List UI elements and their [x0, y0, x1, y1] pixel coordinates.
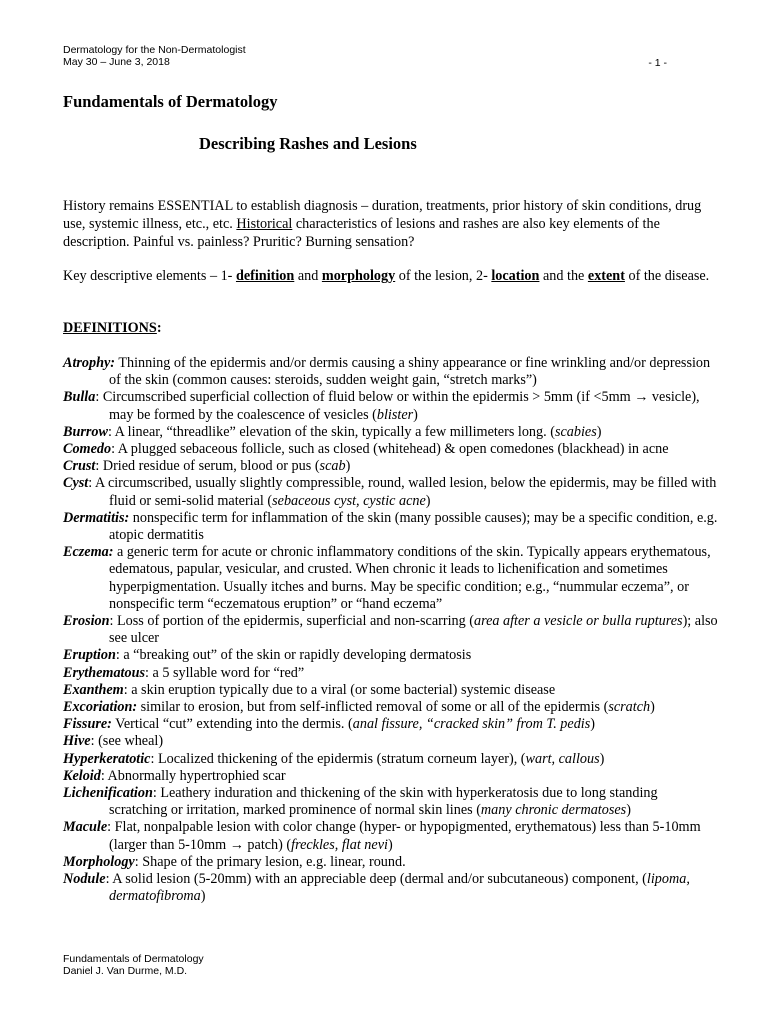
definition-tail: ): [596, 423, 602, 440]
definition-term: Cyst: [63, 475, 89, 492]
definition-entry: [63, 854, 718, 871]
definition-tail: ): [650, 699, 655, 716]
definition-entry: [63, 389, 718, 423]
key-term-extent: extent: [587, 268, 625, 284]
definition-tail: ): [599, 750, 605, 767]
definition-examples: blister: [376, 406, 414, 423]
definition-term: Eczema:: [63, 544, 114, 561]
definition-text: : a 5 syllable word for “red”: [145, 664, 305, 681]
definition-text: : A solid lesion (5-20mm) with an appreciable deep (dermal and/or subcutaneous) component, (: [105, 871, 647, 888]
definition-entry: [63, 699, 718, 716]
definition-text: : Leathery induration and thickening of the skin with hyperkeratosis due to long standing scratching or irritation, marked prominence of normal skin lines (: [109, 785, 658, 819]
definition-entry: [63, 682, 718, 699]
definition-term: Hive: [63, 733, 91, 750]
definition-term: Erosion: [63, 613, 110, 630]
definition-tail: ): [345, 458, 351, 475]
intro-underlined: Historical: [236, 216, 293, 232]
definition-entry: [63, 751, 718, 768]
running-footer: [63, 953, 204, 977]
header-dates: May 30 – June 3, 2018: [63, 56, 170, 68]
intro-text: Key descriptive elements – 1-: [63, 268, 236, 284]
definition-term: Nodule: [63, 871, 106, 888]
definition-term: Burrow: [63, 423, 108, 440]
intro-text: characteristics of lesions and rashes are also key elements of the description. Painful vs. painless? Pruritic? Burning sensation?: [63, 216, 660, 250]
intro-text: of the disease.: [624, 268, 710, 284]
intro-text: of the lesion, 2-: [395, 268, 492, 284]
definition-term: Dermatitis:: [63, 509, 130, 526]
definition-examples: freckles, flat nevi: [291, 836, 388, 853]
definition-term: Atrophy:: [63, 355, 116, 371]
definition-term: Bulla: [63, 389, 96, 406]
definitions-heading-block: [63, 320, 162, 337]
definition-tail: ): [200, 888, 206, 905]
definition-entry: [63, 733, 718, 750]
definition-entry: [63, 647, 718, 664]
document-subtitle: Describing Rashes and Lesions: [199, 134, 417, 153]
definition-tail: ): [413, 406, 418, 423]
footer-author: Daniel J. Van Durme, M.D.: [63, 965, 188, 977]
definition-entry: [63, 544, 718, 613]
definition-term: Hyperkeratotic: [63, 750, 151, 767]
definitions-list: [63, 355, 718, 906]
definition-entry: [63, 424, 718, 441]
intro-text: and the: [539, 268, 588, 284]
definition-term: Keloid: [63, 767, 101, 784]
definitions-heading: DEFINITIONS: [63, 320, 157, 336]
definition-examples: many chronic dermatoses: [480, 802, 627, 819]
definition-term: Fissure:: [63, 716, 112, 733]
definition-text: : A plugged sebaceous follicle, such as closed (whitehead) & open comedones (blackhead) in acne: [111, 441, 669, 458]
definition-text: : Localized thickening of the epidermis (stratum corneum layer), (: [150, 750, 526, 767]
definition-entry: [63, 355, 718, 389]
definition-entry: [63, 785, 718, 819]
definition-examples: sebaceous cyst, cystic acne: [272, 492, 426, 509]
definition-text: similar to erosion, but from self-inflicted removal of some or all of the epidermis (: [137, 699, 609, 716]
definition-examples: scratch: [608, 699, 651, 716]
definition-entry: [63, 475, 718, 509]
definition-examples: area after a vesicle or bulla ruptures: [473, 613, 683, 630]
definition-tail: ): [626, 802, 631, 819]
definition-text: : Dried residue of serum, blood or pus (: [95, 458, 320, 475]
page-number: - 1 -: [648, 57, 667, 69]
definition-term: Lichenification: [63, 785, 153, 802]
definition-text: : Loss of portion of the epidermis, superficial and non-scarring (: [109, 613, 474, 630]
definition-text: : Shape of the primary lesion, e.g. linear, round.: [134, 853, 406, 870]
key-term-definition: definition: [235, 268, 295, 284]
definition-term: Morphology: [63, 853, 135, 870]
definition-text: Thinning of the epidermis and/or dermis causing a shiny appearance or fine wrinkling and/or depression of the skin (common causes: steroids, sudden weight gain, “stretch marks”): [109, 355, 711, 389]
intro-text: and: [294, 268, 322, 284]
intro-paragraph-elements: [63, 267, 713, 285]
definition-term: Exanthem: [63, 681, 124, 698]
definition-term: Comedo: [63, 441, 112, 458]
definition-text: : a skin eruption typically due to a viral (or some bacterial) systemic disease: [123, 681, 556, 698]
definition-entry: [63, 441, 718, 458]
key-term-location: location: [491, 268, 540, 284]
intro-paragraph-history: [63, 197, 713, 251]
definition-entry: [63, 768, 718, 785]
definition-text: nonspecific term for inflammation of the skin (many possible causes); may be a specific condition, e.g. atopic dermatitis: [109, 509, 718, 544]
definition-examples: scabies: [554, 423, 597, 440]
definition-entry: [63, 458, 718, 475]
definition-term: Excoriation:: [63, 699, 138, 716]
definition-entry: [63, 716, 718, 733]
definition-entry: [63, 510, 718, 544]
definition-term: Erythematous: [63, 664, 145, 681]
header-course: Dermatology for the Non-Dermatologist: [63, 44, 246, 56]
definition-text: : a “breaking out” of the skin or rapidly developing dermatosis: [115, 647, 472, 664]
intro-text: History remains ESSENTIAL to establish diagnosis – duration, treatments, prior history of skin conditions, drug use, systemic illness, etc., etc.: [63, 198, 702, 232]
definition-term: Crust: [63, 458, 96, 475]
definition-text: : A linear, “threadlike” elevation of the skin, typically a few millimeters long. (: [107, 423, 555, 440]
definition-text: a generic term for acute or chronic inflammatory conditions of the skin. Typically appears erythematous, edematous, papular, vesicular, and crusted. When chronic it leads to lichenification and sometimes hyperpigmentation. Usually itches and burns. May be specific condition; e.g., “nummular eczema”, or nonspecific term “eczematous eruption” or “hand eczema”: [109, 544, 711, 612]
definition-text: : (see wheal): [90, 733, 164, 750]
definition-entry: [63, 665, 718, 682]
definition-examples: wart, callous: [525, 750, 600, 767]
definition-entry: [63, 819, 718, 853]
key-term-morphology: morphology: [321, 268, 396, 284]
definitions-heading-colon: :: [156, 320, 162, 336]
document-title: Fundamentals of Dermatology: [63, 92, 278, 111]
definition-text: : Flat, nonpalpable lesion with color change (hyper- or hypopigmented, erythematous) less than 5-10mm (larger than 5-10mm → patch) (: [107, 819, 701, 853]
definition-tail: ): [387, 836, 393, 853]
definition-term: Macule: [63, 819, 108, 836]
footer-title: Fundamentals of Dermatology: [63, 953, 204, 965]
definition-tail: ): [425, 492, 431, 509]
definition-tail: ); also see ulcer: [109, 613, 718, 647]
definition-tail: ): [590, 716, 595, 733]
definition-entry: [63, 613, 718, 647]
definition-text: Vertical “cut” extending into the dermis. (: [111, 716, 353, 733]
definition-examples: lipoma, dermatofibroma: [109, 871, 690, 905]
definition-text: : A circumscribed, usually slightly compressible, round, walled lesion, below the epidermis, may be filled with fluid or semi-solid material (: [88, 475, 717, 509]
definition-examples: anal fissure, “cracked skin” from T. pedis: [352, 716, 591, 733]
running-header: [63, 44, 246, 68]
definition-text: : Abnormally hypertrophied scar: [100, 767, 286, 784]
definition-term: Eruption: [63, 647, 116, 664]
definition-examples: scab: [319, 458, 346, 475]
definition-text: : Circumscribed superficial collection of fluid below or within the epidermis > 5mm (if <5mm → vesicle), may be formed by the coalescence of vesicles (: [95, 389, 700, 423]
definition-entry: [63, 871, 718, 905]
